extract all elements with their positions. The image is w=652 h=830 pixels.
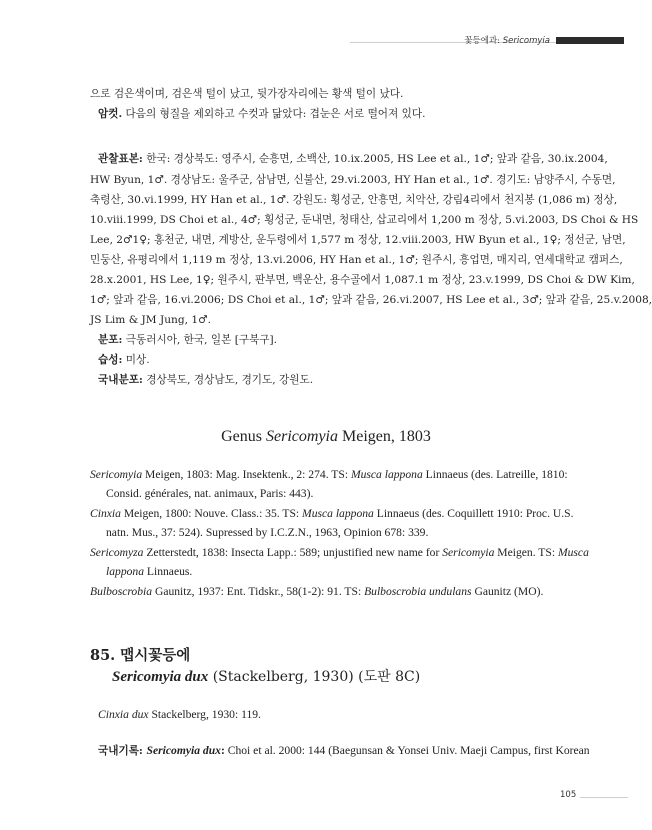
genus-prefix: Genus — [221, 428, 267, 445]
synonym-text: Linnaeus (des. Latreille, 1810: — [422, 468, 568, 481]
synonym-line — [90, 506, 574, 522]
specimens-line: 1♂; 앞과 같음, 16.vi.2006; DS Choi et al., 1♂; 앞과 같음, 26.vi.2007, HS Lee et al., 3♂; 앞과 같음, 25.v.2008, — [90, 294, 652, 306]
specimens-line: Lee, 2♂1♀; 홍천군, 내면, 계방산, 운두령에서 1,577 m 정상, 12.viii.2003, HW Byun et al., 1♀; 정선군, 남면, — [90, 234, 626, 246]
running-header — [464, 34, 624, 46]
paragraph-line: 으로 검은색이며, 검은색 털이 났고, 뒷가장자리에는 황색 털이 났다. — [90, 88, 404, 100]
synonym-text: Meigen, 1800: Nouve. Class.: 35. TS: — [120, 507, 303, 520]
species-synonym — [98, 707, 261, 723]
species-number-heading: 85. 맵시꽃등에 — [90, 647, 191, 664]
genus-heading — [0, 428, 652, 446]
habit-text: 미상. — [122, 354, 150, 366]
genus-name: Sericomyia — [266, 428, 338, 445]
synonym-line — [90, 467, 568, 483]
specimens-line: JS Lim & JM Jung, 1♂. — [90, 314, 211, 326]
synonym-line — [90, 545, 589, 561]
specimens-line: HW Byun, 1♂. 경상남도: 울주군, 삼남면, 신불산, 29.vi.2003, HY Han et al., 1♂. 경기도: 남양주시, 수동면, — [90, 174, 616, 186]
type-species: lappona — [106, 565, 145, 578]
domestic-text: 경상북도, 경상남도, 경기도, 강원도. — [142, 374, 314, 386]
distribution-text: 극동러시아, 한국, 일본 [구북구]. — [122, 334, 278, 346]
footer-rule — [580, 797, 628, 798]
record-label: 국내기록: — [98, 745, 147, 757]
distribution-label: 분포: — [98, 334, 123, 346]
synonym-text: Meigen, 1803: Mag. Insektenk., 2: 274. TS: — [142, 468, 351, 481]
header-bar — [556, 37, 624, 44]
header-family: 꽃등에과: — [464, 36, 503, 46]
specimens-text: 한국: 경상북도: 영주시, 순흥면, 소백산, 10.ix.2005, HS Lee et al., 1♂; 앞과 같음, 30.ix.2004, — [142, 153, 608, 165]
female-paragraph — [98, 106, 425, 122]
page-number: 105 — [560, 790, 577, 800]
synonym-text: Zetterstedt, 1838: Insecta Lapp.: 589; unjustified new name for — [143, 546, 443, 559]
synonym-text: Stackelberg, 1930: 119. — [148, 708, 261, 721]
synonym-text: Gaunitz (MO). — [471, 585, 544, 598]
genus-author: Meigen, 1803 — [338, 428, 431, 445]
synonym-name: Sericomyza — [90, 546, 144, 559]
specimens-line: 10.viii.1999, DS Choi et al., 4♂; 횡성군, 둔내면, 청태산, 삽교리에서 1,200 m 정상, 5.vi.2003, DS Choi & HS — [90, 214, 639, 226]
synonym-text: Meigen. TS: — [494, 546, 558, 559]
domestic-label: 국내분포: — [98, 374, 143, 386]
synonym-line-cont: Consid. générales, nat. animaux, Paris: 443). — [106, 487, 314, 500]
synonym-name: Cinxia dux — [98, 708, 149, 721]
distribution-line — [98, 332, 277, 348]
species-author: (Stackelberg, 1930) (도판 8C) — [208, 669, 421, 685]
specimens-line: 28.x.2001, HS Lee, 1♀; 원주시, 판부면, 백운산, 용수골에서 1,087.1 m 정상, 23.v.1999, DS Choi & DW Kim, — [90, 274, 635, 286]
type-species: Bulboscrobia undulans — [364, 585, 472, 598]
header-genus: Sericomyia — [502, 36, 550, 46]
record-species: Sericomyia dux — [146, 744, 221, 757]
synonym-name: Sericomyia — [90, 468, 143, 481]
type-species: Sericomyia — [442, 546, 495, 559]
record-colon: : — [220, 744, 225, 757]
species-name-heading — [112, 666, 420, 686]
synonym-line — [90, 584, 543, 600]
synonym-text: Linnaeus. — [144, 565, 193, 578]
record-text: Choi et al. 2000: 144 (Baegunsan & Yonsei Univ. Maeji Campus, first Korean — [224, 744, 590, 757]
synonym-line-cont — [106, 564, 192, 580]
synonym-name: Bulboscrobia — [90, 585, 153, 598]
domestic-line — [98, 372, 313, 388]
synonym-line-cont: natn. Mus., 37: 524). Supressed by I.C.Z.N., 1963, Opinion 678: 339. — [106, 526, 429, 539]
habit-line — [98, 352, 150, 368]
specimens-line-1 — [98, 151, 608, 167]
synonym-text: Linnaeus (des. Coquillett 1910: Proc. U.S. — [373, 507, 574, 520]
synonym-name: Cinxia — [90, 507, 121, 520]
specimens-line: 민둥산, 유평리에서 1,119 m 정상, 13.vi.2006, HY Han et al., 1♂; 원주시, 흥업면, 매지리, 연세대학교 캠퍼스, — [90, 254, 623, 266]
korean-record-line — [98, 743, 590, 759]
synonym-text: Gaunitz, 1937: Ent. Tidskr., 58(1-2): 91. TS: — [152, 585, 365, 598]
type-species: Musca — [557, 546, 589, 559]
habit-label: 습성: — [98, 354, 123, 366]
species-name: Sericomyia dux — [112, 669, 209, 685]
type-species: Musca lappona — [350, 468, 423, 481]
type-species: Musca lappona — [302, 507, 374, 520]
specimens-label: 관찰표본: — [98, 153, 143, 165]
female-text: 다음의 형질을 제외하고 수컷과 닮았다: 겹눈은 서로 떨어져 있다. — [122, 108, 426, 120]
specimens-line: 축령산, 30.vi.1999, HY Han et al., 1♂. 강원도: 횡성군, 안흥면, 치악산, 강림4리에서 천지봉 (1,086 m) 정상, — [90, 194, 618, 206]
female-label: 암컷. — [98, 108, 123, 120]
